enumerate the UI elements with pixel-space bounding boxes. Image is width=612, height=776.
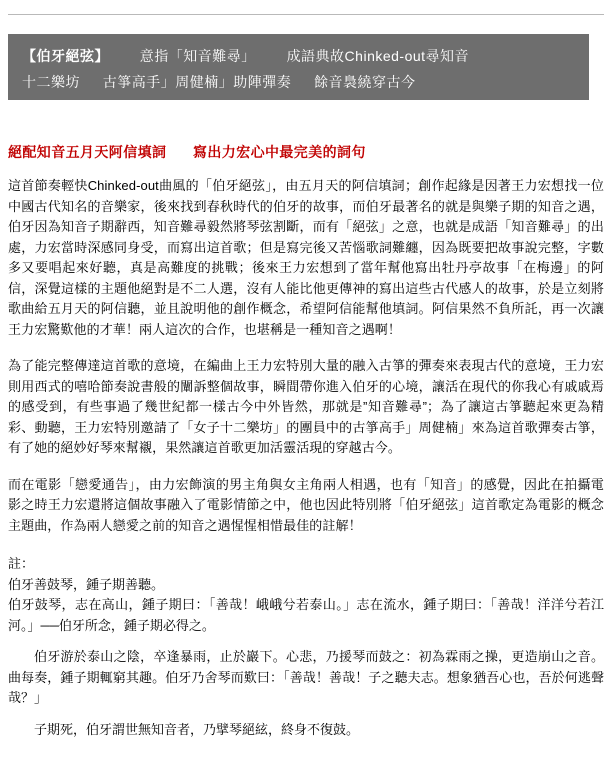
note-line-indented: 伯牙游於泰山之陰，卒逢暴雨，止於巖下。心悲，乃援琴而鼓之：初為霖雨之操，更造崩山之音。曲每奏，鍾子期輒窮其趣。伯牙乃舍琴而歎曰：「善哉！善哉！子之聽夫志。想象猶吾心也，吾於何逃聲哉？」 xyxy=(8,649,604,705)
banner-subtitle-2: 成語典故Chinked-out尋知音 xyxy=(286,48,470,64)
page-title xyxy=(8,142,598,162)
notes-label: 註： xyxy=(8,556,35,571)
banner-performer: 古箏高手」周健楠」助陣彈奏 xyxy=(102,74,292,90)
note-line-indented: 子期死，伯牙謂世無知音者，乃擘琴絕絃，終身不復鼓。 xyxy=(34,721,360,737)
note-line: 伯牙善鼓琴，鍾子期善聽。 xyxy=(8,576,165,592)
note-line: 伯牙鼓琴，志在高山，鍾子期曰：「善哉！峨峨兮若泰山。」志在流水，鍾子期曰：「善哉！洋洋兮若江河。」──伯牙所念，鍾子期必得之。 xyxy=(8,597,604,633)
banner-subtitle-1: 意指「知音難尋」 xyxy=(139,48,256,64)
banner-title: 【伯牙絕弦】 xyxy=(22,48,109,64)
banner-group-name: 十二樂坊 xyxy=(22,74,80,90)
banner-tagline: 餘音裊繞穿古今 xyxy=(314,74,416,90)
headline-right: 寫出力宏心中最完美的詞句 xyxy=(193,144,366,160)
headline-left: 絕配知音五月天阿信填詞 xyxy=(8,144,167,160)
paragraph: 而在電影「戀愛通告」，由力宏飾演的男主角與女主角兩人相遇，也有「知音」的感覺，因此在拍攝電影之時王力宏還將這個故事融入了電影情節之中，他也因此特別將「伯牙絕弦」這首歌定為電影的概念主題曲，作為兩人戀愛之前的知音之遇惺惺相惜最佳的註解！ xyxy=(8,476,604,533)
top-divider xyxy=(8,14,604,15)
notes-section xyxy=(8,554,604,740)
feature-banner xyxy=(8,34,589,100)
banner-line-1 xyxy=(22,43,575,69)
paragraph: 為了能完整傳達這首歌的意境，在編曲上王力宏特別大量的融入古箏的彈奏來表現古代的意境，王力宏則用西式的嘻哈節奏說書般的闡訴整個故事，瞬間帶你進入伯牙的心境，讓活在現代的你我心有戚戚焉的感受到，有些事過了幾世紀都一樣古今中外皆然，那就是”知音難尋”；為了讓這古箏聽起來更為精彩、動聽，王力宏特別邀請了「女子十二樂坊」的團員中的古箏高手」周健楠」來為這首歌彈奏古箏，有了她的絕妙好琴來幫襯，果然讓這首歌更加活靈活現的穿越古今。 xyxy=(8,358,604,455)
article-body xyxy=(8,176,604,740)
paragraph: 這首節奏輕快Chinked-out曲風的「伯牙絕弦」，由五月天的阿信填詞；創作起緣是因著王力宏想找一位中國古代知名的音樂家，後來找到春秋時代的伯牙的故事，而伯牙最著名的就是與樂子期的知音之遇，伯牙因為知音子期辭西，知音難尋毅然將琴弦割斷，而有「絕弦」之意，也就是成語「知音難尋」的出處，力宏當時深感同身受，而寫出這首歌；但是寫完後又苦惱歌詞難纏，因為既要把故事說完整，字數多又要唱起來好聽，真是高難度的挑戰；後來王力宏想到了當年幫他寫出牡丹亭故事「在梅邊」的阿信，深覺這樣的主題他絕對是不二人選，沒有人能比他更傳神的寫出這些古代感人的故事，於是立刻將歌曲給五月天的阿信聽，並且說明他的創作概念，希望阿信能幫他填詞。阿信果然不負所託，再一次讓王力宏驚歎他的才華！兩人這次的合作，也堪稱是一種知音之遇啊！ xyxy=(8,178,604,337)
banner-line-2 xyxy=(22,69,575,95)
